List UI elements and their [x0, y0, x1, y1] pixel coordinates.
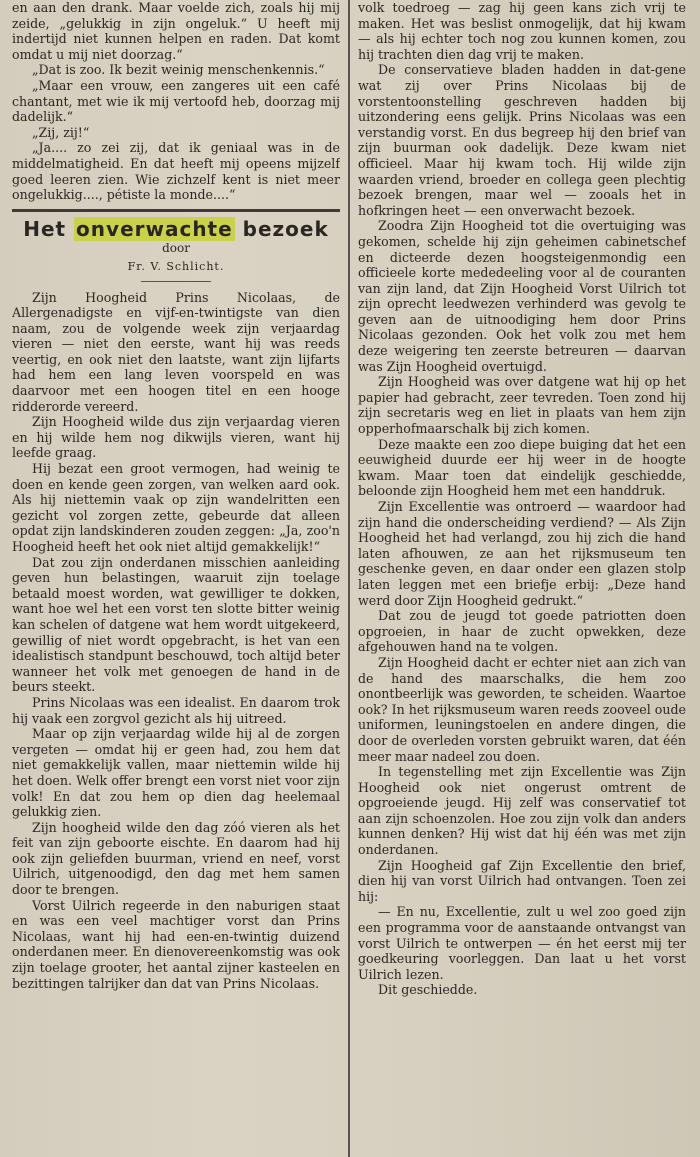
paragraph: Zijn Hoogheid was over datgene wat hij op het papier had gebracht, zeer tevreden. Toen zond hij zijn secretaris weg en liet in plaats van hem zijn opperhofmaarschalk bij zich komen. — [358, 374, 686, 437]
paragraph: „Zij, zij!“ — [32, 124, 90, 140]
paragraph: Dit geschiedde. — [378, 982, 478, 998]
paragraph: Dat zou de jeugd tot goede patriotten doen opgroeien, in haar de zucht opwekken, deze afgehouwen hand na te volgen. — [358, 608, 686, 655]
byline-rule — [141, 281, 211, 282]
paragraph: — En nu, Excellentie, zult u wel zoo goed zijn een programma voor de aanstaande ontvangst van vorst Uilrich te ontwerpen — én het eerst mij ter goedkeuring voorleggen. Dan laat u het vorst Uilrich lezen. — [358, 904, 686, 982]
paragraph: Hij bezat een groot vermogen, had weinig te doen en kende geen zorgen, van welken aard ook. Als hij niettemin vaak op zijn wandelritten een gezicht vol zorgen zette, gebeurde dat alleen opdat zijn landskinderen zouden zeggen: „Ja, zoo'n Hoogheid heeft het ook niet altijd gemakkelijk!“ — [12, 461, 340, 554]
paragraph: Zoodra Zijn Hoogheid tot die overtuiging was gekomen, schelde hij zijn geheimen cabinetschef en dicteerde dezen hoogsteigenmondig een officieele korte mededeeling voor al de couranten van zijn land, dat Zijn Hoogheid Vorst Uilrich tot zijn oprecht leedwezen verhinderd was gevolg te geven aan de uitnoodiging hem door Prins Nicolaas gezonden. Ook het volk zou met hem deze weigering ten zeerste betreuren — daarvan was Zijn Hoogheid overtuigd. — [358, 218, 686, 374]
paragraph: Zijn Excellentie was ontroerd — waardoor had zijn hand die onderscheiding verdiend? — Als Zijn Hoogheid het had verlangd, zou hij zich die hand laten afhouwen, ze aan het rijksmuseum ten geschenke geven, en daar onder een glazen stolp laten leggen met een briefje erbij: „Deze hand werd door Zijn Hoogheid gedrukt.“ — [358, 499, 686, 608]
title-word: Het — [23, 216, 67, 241]
paragraph: „Ja.... zo zei zij, dat ik geniaal was in de middelmatigheid. En dat heeft mij opeens mijzelf goed leeren zien. Wie zichzelf kent is niet meer ongelukkig...., pétiste la monde....“ — [12, 140, 340, 203]
paragraph: Deze maakte een zoo diepe buiging dat het een eeuwigheid duurde eer hij weer in de hoogte kwam. Maar toen dat eindelijk geschiedde, beloonde zijn Hoogheid hem met een handdruk. — [358, 436, 686, 499]
section-divider — [12, 209, 340, 212]
paragraph: In tegenstelling met zijn Excellentie was Zijn Hoogheid ook niet ongerust omtrent de opgroeiende jeugd. Hij zelf was conservatief tot aan zijn schoenzolen. Hoe zou zijn volk dan anders kunnen denken? Hij wist dat hij één was met zijn onderdanen. — [358, 764, 686, 858]
story-body-left — [12, 290, 340, 992]
story-title — [12, 216, 340, 241]
title-word: bezoek — [242, 216, 329, 241]
paragraph: „Maar een vrouw, een zangeres uit een café chantant, met wie ik mij vertoofd heb, doorzag mij dadelijk.“ — [12, 77, 340, 125]
column-divider — [348, 0, 350, 1157]
right-column — [358, 0, 686, 1157]
paragraph: Zijn Hoogheid Prins Nicolaas, de Allergenadigste en vijf-en-twintigste van dien naam, zou de volgende week zijn verjaardag vieren — niet den eerste, want hij was reeds veertig, en ook niet den laatste, want zijn lijfarts had hem een lang leven voorspeld en was daarvoor met een hoogen titel en een hooge ridderorde vereerd. — [12, 289, 340, 414]
paragraph: volk toedroeg — zag hij geen kans zich vrij te maken. Het was beslist onmogelijk, dat hij kwam — als hij echter toch nog zou kunnen komen, zou hij trachten dien dag vrij te maken. — [358, 0, 686, 62]
paragraph: De conservatieve bladen hadden in dat-gene wat zij over Prins Nicolaas bij de vorstentoonstelling geschreven hadden bij uitzondering eens gelijk. Prins Nicolaas was een verstandig vorst. En dus begreep hij den brief van zijn buurman ook dadelijk. Deze kwam niet officieel. Maar hij kwam toch. Hij wilde zijn waarden vriend, broeder en collega geen plechtig bezoek brengen, maar wel — zooals het in hofkringen heet — een onverwacht bezoek. — [358, 62, 686, 218]
paragraph: Prins Nicolaas was een idealist. En daarom trok hij vaak een zorgvol gezicht als hij uitreed. — [12, 694, 340, 726]
paragraph: Zijn Hoogheid gaf Zijn Excellentie den brief, dien hij van vorst Uilrich had ontvangen. Toen zei hij: — [358, 857, 686, 904]
paragraph: Dat zou zijn onderdanen misschien aanleiding geven hun belastingen, waaruit zijn toelage betaald moest worden, wat gewilliger te dokken, want hoe wel het een vorst ten slotte bitter weinig kan schelen of datgene wat hem wordt uitgekeerd, gewillig of niet wordt opgebracht, is het van een idealistisch standpunt beschouwd, toch altijd beter wanneer het volk met genoegen de hand in de beurs steekt. — [12, 554, 340, 695]
title-highlight: onverwachte — [76, 216, 233, 241]
paragraph: Maar op zijn verjaardag wilde hij al de zorgen vergeten — omdat hij er geen had, zou hem dat niet gemakkelijk vallen, maar niettemin wilde hij het doen. Welk offer brengt een vorst niet voor zijn volk! En dat zou hem op dien dag heelemaal gelukkig zien. — [12, 726, 340, 820]
preceding-story — [12, 0, 340, 203]
paragraph: en aan den drank. Maar voelde zich, zoals hij mij zeide, „gelukkig in zijn ongeluk.“ U heeft mij indertijd niet kunnen helpen en raden. Dat komt omdat u mij niet doorzag.“ — [12, 0, 340, 62]
left-column — [12, 0, 340, 1157]
paragraph: „Dat is zoo. Ik bezit weinig menschenkennis.“ — [32, 62, 325, 78]
byline-door: door — [162, 241, 190, 256]
paragraph: Zijn Hoogheid dacht er echter niet aan zich van de hand des maarschalks, die hem zoo onontbeerlijk was geworden, te scheiden. Waartoe ook? In het rijksmuseum waren reeds zooveel oude uniformen, leuningstoelen en andere dingen, die door de overleden vorsten gebruikt waren, dat één meer maar nadeel zou doen. — [358, 654, 686, 764]
paragraph: Zijn Hoogheid wilde dus zijn verjaardag vieren en hij wilde hem nog dikwijls vieren, want hij leefde graag. — [12, 414, 340, 461]
byline-author: Fr. V. Schlicht. — [127, 259, 225, 273]
paragraph: Vorst Uilrich regeerde in den naburigen staat en was een veel machtiger vorst dan Prins Nicolaas, want hij had een-en-twintig duizend onderdanen meer. En dienovereenkomstig was ook zijn toelage grooter, het aantal zijner kasteelen en bezittingen talrijker dan dat van Prins Nicolaas. — [12, 897, 340, 991]
paragraph: Zijn hoogheid wilde den dag zóó vieren als het feit van zijn geboorte eischte. En daarom had hij ook zijn geliefden buurman, vriend en neef, vorst Uilrich, uitgenoodigd, den dag met hem samen door te brengen. — [12, 819, 340, 898]
